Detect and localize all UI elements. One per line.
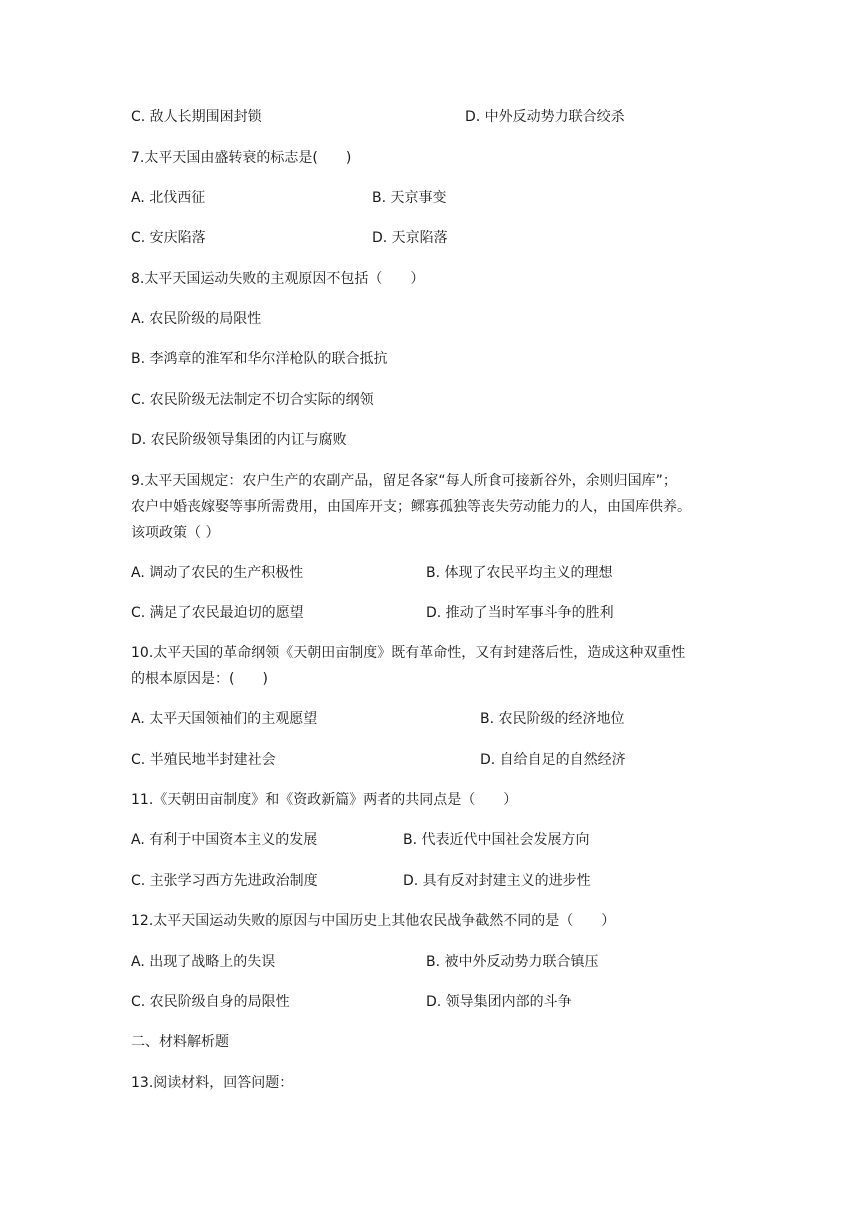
q7-option-c: C. 安庆陷落 <box>131 230 206 246</box>
q10-stem-line-1: 10.太平天国的革命纲领《天朝田亩制度》既有革命性，又有封建落后性，造成这种双重性 <box>131 645 686 661</box>
q12-option-a: A. 出现了战略上的失误 <box>131 954 276 970</box>
q8-option-a: A. 农民阶级的局限性 <box>131 311 262 327</box>
q10-option-b: B. 农民阶级的经济地位 <box>480 711 625 727</box>
q11-option-b: B. 代表近代中国社会发展方向 <box>403 832 590 848</box>
q8-option-c: C. 农民阶级无法制定不切合实际的纲领 <box>131 392 374 408</box>
section-heading: 二、材料解析题 <box>131 1034 229 1050</box>
q11-option-c: C. 主张学习西方先进政治制度 <box>131 873 318 889</box>
q8-option-b: B. 李鸿章的淮军和华尔洋枪队的联合抵抗 <box>131 351 388 367</box>
q11-option-d: D. 具有反对封建主义的进步性 <box>403 873 591 889</box>
q11-stem: 11.《天朝田亩制度》和《资政新篇》两者的共同点是（ ） <box>131 792 518 808</box>
q9-option-a: A. 调动了农民的生产积极性 <box>131 565 304 581</box>
q10-stem-line-2: 的根本原因是：( ) <box>131 671 268 687</box>
q7-stem: 7.太平天国由盛转衰的标志是( ) <box>131 150 352 166</box>
q10-option-c: C. 半殖民地半封建社会 <box>131 752 276 768</box>
q12-stem: 12.太平天国运动失败的原因与中国历史上其他农民战争截然不同的是（ ） <box>131 913 616 929</box>
q9-stem-line-1: 9.太平天国规定：农户生产的农副产品，留足各家“每人所食可接新谷外，余则归国库”； <box>131 473 677 489</box>
q11-option-a: A. 有利于中国资本主义的发展 <box>131 832 318 848</box>
q7-option-a: A. 北伐西征 <box>131 190 206 206</box>
q7-option-b: B. 天京事变 <box>372 190 447 206</box>
q9-option-c: C. 满足了农民最迫切的愿望 <box>131 605 304 621</box>
q8-option-d: D. 农民阶级领导集团的内讧与腐败 <box>131 432 347 448</box>
q6-option-c: C. 敌人长期围困封锁 <box>131 109 262 125</box>
q10-option-d: D. 自给自足的自然经济 <box>480 752 626 768</box>
q6-option-d: D. 中外反动势力联合绞杀 <box>465 109 625 125</box>
q8-stem: 8.太平天国运动失败的主观原因不包括（ ） <box>131 271 425 287</box>
q12-option-c: C. 农民阶级自身的局限性 <box>131 994 290 1010</box>
q12-option-d: D. 领导集团内部的斗争 <box>426 994 572 1010</box>
q7-option-d: D. 天京陷落 <box>372 230 448 246</box>
q10-option-a: A. 太平天国领袖们的主观愿望 <box>131 711 318 727</box>
q9-option-d: D. 推动了当时军事斗争的胜利 <box>426 605 614 621</box>
q9-option-b: B. 体现了农民平均主义的理想 <box>426 565 613 581</box>
q9-stem-line-2: 农户中婚丧嫁娶等事所需费用，由国库开支；鳏寡孤独等丧失劳动能力的人，由国库供养。 <box>131 499 691 515</box>
q12-option-b: B. 被中外反动势力联合镇压 <box>426 954 599 970</box>
q9-stem-line-3: 该项政策（ ） <box>131 525 220 541</box>
q13-stem: 13.阅读材料，回答问题： <box>131 1075 294 1091</box>
